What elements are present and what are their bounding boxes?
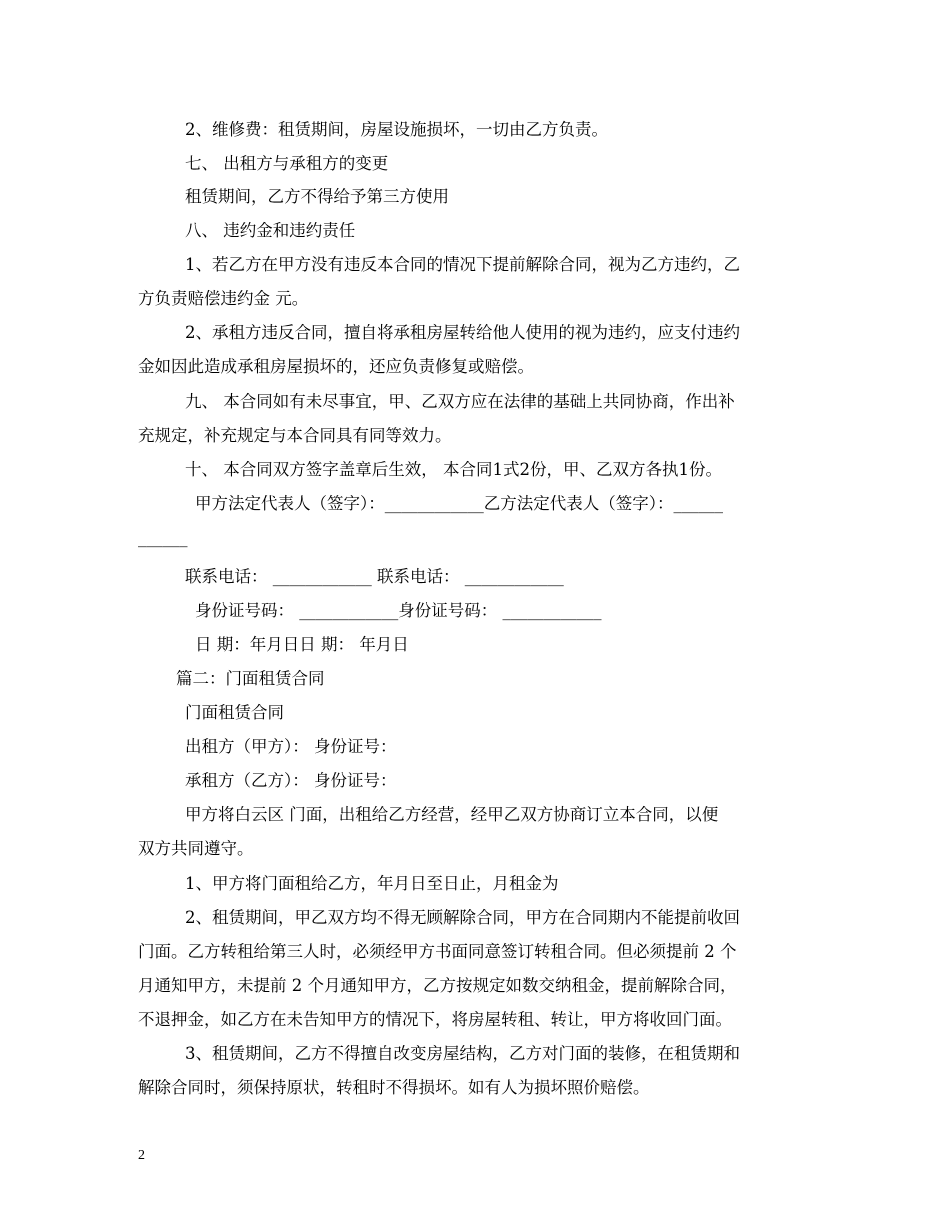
text-line: 2、承租方违反合同，擅自将承租房屋转给他人使用的视为违约，应支付违约 [185,323,740,342]
text-line: 方负责赔偿违约金 元。 [138,289,309,308]
party-b-line: 承租方（乙方）： 身份证号： [185,771,397,790]
text-line: 1、若乙方在甲方没有违反本合同的情况下提前解除合同，视为乙方违约，乙 [185,255,740,274]
text-line: 租赁期间，乙方不得给予第三方使用 [185,187,449,206]
page-number: 2 [138,1148,145,1163]
text-line: 不退押金，如乙方在未告知甲方的情况下，将房屋转租、转让，甲方将收回门面。 [138,1010,732,1029]
text-line: 充规定，补充规定与本合同具有同等效力。 [138,426,452,445]
signature-line-continuation: ______ [138,528,188,547]
id-number-line: 身份证号码： ____________身份证号码： ____________ [195,601,602,620]
signature-line: 甲方法定代表人（签字）：____________乙方法定代表人（签字）：______ [195,494,723,513]
contact-phone-line: 联系电话： ____________ 联系电话： ____________ [185,567,564,586]
text-line: 月通知甲方，未提前 2 个月通知甲方，乙方按规定如数交纳租金，提前解除合同， [138,976,737,995]
text-line: 十、 本合同双方签字盖章后生效， 本合同1式2份，甲、乙双方各执1份。 [185,460,722,479]
text-line: 1、甲方将门面租给乙方，年月日至日止，月租金为 [185,874,559,893]
section-heading: 八、 违约金和违约责任 [185,221,356,240]
text-line: 甲方将白云区 门面，出租给乙方经营，经甲乙双方协商订立本合同，以便 [185,805,719,824]
contract-title: 门面租赁合同 [185,703,284,722]
text-line: 双方共同遵守。 [138,839,254,858]
text-line: 金如因此造成承租房屋损坏的，还应负责修复或赔偿。 [138,357,534,376]
party-a-line: 出租方（甲方）： 身份证号： [185,737,397,756]
text-line: 解除合同时，须保持原状，转租时不得损坏。如有人为损坏照价赔偿。 [138,1078,650,1097]
chapter-title: 篇二：门面租赁合同 [176,669,325,688]
text-line: 九、 本合同如有未尽事宜，甲、乙双方应在法律的基础上共同协商，作出补 [185,392,735,411]
text-line: 3、租赁期间，乙方不得擅自改变房屋结构，乙方对门面的装修，在租赁期和 [185,1044,740,1063]
date-line: 日 期：年月日日 期： 年月日 [195,635,409,654]
text-line: 2、租赁期间，甲乙双方均不得无顾解除合同，甲方在合同期内不能提前收回 [185,908,740,927]
text-line: 2、维修费：租赁期间，房屋设施损坏，一切由乙方负责。 [185,120,608,139]
section-heading: 七、 出租方与承租方的变更 [185,154,389,173]
text-line: 门面。乙方转租给第三人时，必须经甲方书面同意签订转租合同。但必须提前 2 个 [138,942,737,961]
